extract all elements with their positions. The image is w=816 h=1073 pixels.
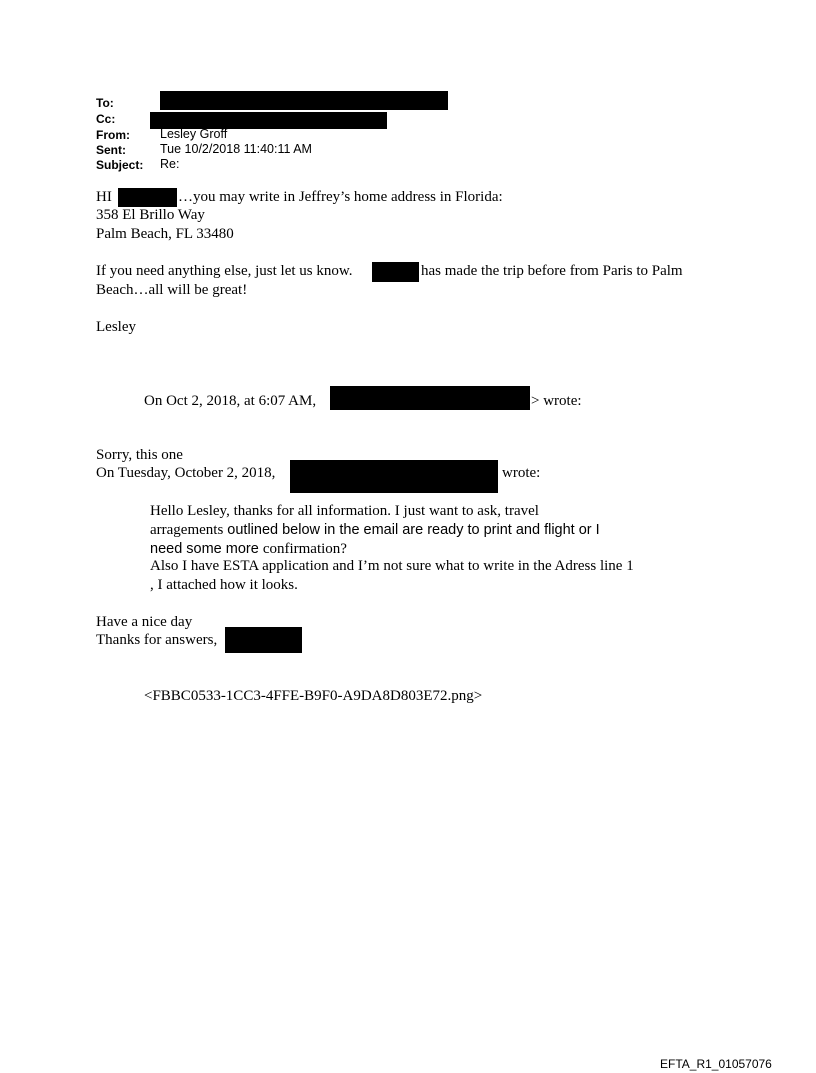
address-line-2: Palm Beach, FL 33480 [96,226,234,242]
from-value: Lesley Groff [160,127,228,141]
sent-label: Sent: [96,143,126,157]
inner-line-2 [150,521,600,539]
inner-line-3 [150,540,347,558]
quote2-line-1: Sorry, this one [96,447,183,463]
redacted-to-recipient [160,91,448,110]
redacted-traveler-name [372,262,419,282]
subject-label: Subject: [96,158,144,172]
address-line-1: 358 El Brillo Way [96,207,205,223]
signature: Lesley [96,319,136,335]
cc-label: Cc: [96,112,116,126]
sent-value: Tue 10/2/2018 11:40:11 AM [160,142,312,156]
greeting-start: HI [96,189,112,205]
from-label: From: [96,128,130,142]
redacted-closing-name [225,627,302,653]
redacted-quote1-sender [330,386,530,410]
quote1-wrote: > wrote: [531,393,582,409]
inner-line-3-serif: confirmation? [262,541,347,557]
closing-line-1: Have a nice day [96,614,193,630]
quote2-intro: On Tuesday, October 2, 2018, [96,465,276,481]
redacted-greeting-name [118,188,177,207]
para2-rest: has made the trip before from Paris to Palm [421,263,683,279]
redacted-quote2-sender [290,460,498,493]
closing-line-2: Thanks for answers, [96,632,218,648]
inner-line-2-serif: arragements [150,522,224,538]
quote2-wrote: wrote: [502,465,541,481]
subject-value: Re: [160,157,180,171]
inner-line-5: , I attached how it looks. [150,577,298,593]
para2-start: If you need anything else, just let us know. [96,263,353,279]
quote1-intro: On Oct 2, 2018, at 6:07 AM, [144,393,317,409]
para2-line-2: Beach…all will be great! [96,282,248,298]
inner-line-1: Hello Lesley, thanks for all information. I just want to ask, travel [150,503,539,519]
to-label: To: [96,96,114,110]
attachment-filename: <FBBC0533-1CC3-4FFE-B9F0-A9DA8D803E72.png> [144,688,483,704]
greeting-rest: …you may write in Jeffrey’s home address in Florida: [178,189,503,205]
footer-document-id: EFTA_R1_01057076 [660,1057,772,1071]
inner-line-3-sans: need some more [150,541,259,557]
inner-line-2-sans: outlined below in the email are ready to print and flight or I [227,522,600,538]
inner-line-4: Also I have ESTA application and I’m not sure what to write in the Adress line 1 [150,558,634,574]
